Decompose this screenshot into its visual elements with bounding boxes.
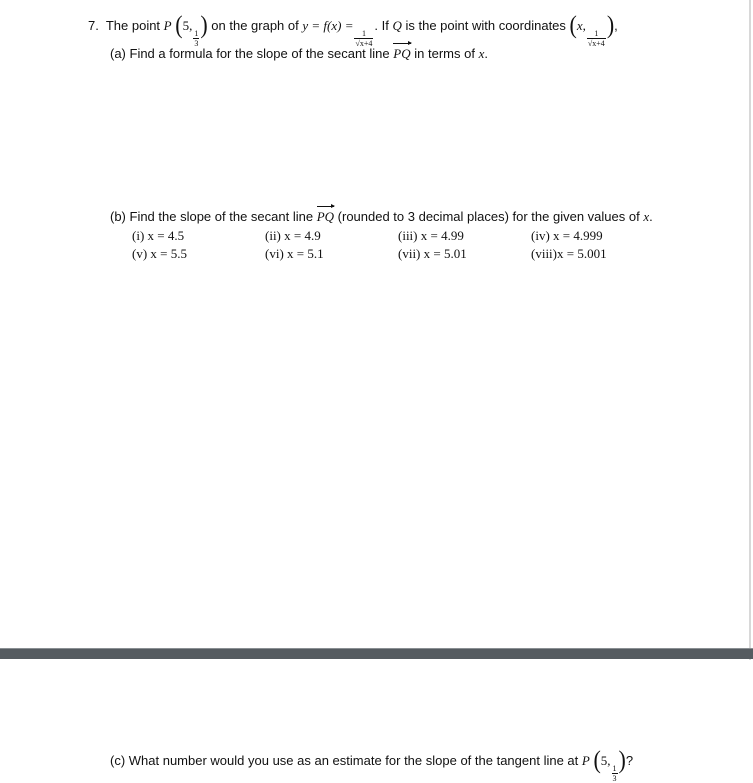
part-c-paren-open: ( [593, 745, 601, 774]
value-item: (v) x = 5.5 [132, 246, 187, 261]
part-c-label: (c) What number would you use as an estimate for the slope of the tangent line at [110, 753, 579, 768]
value-item: (ii) x = 4.9 [265, 228, 321, 243]
value-item: (vi) x = 5.1 [265, 246, 324, 261]
intro-text-b: on the graph of [211, 18, 299, 33]
one-third-fraction: $\frac{1}{3}$ [194, 29, 199, 48]
value-item: (i) x = 4.5 [132, 228, 185, 243]
part-c-paren-close: ) [618, 745, 626, 774]
part-a-end: . [484, 46, 488, 61]
part-a-var: x [478, 46, 485, 61]
paren-close: ) [200, 10, 208, 39]
intro-text-d: is the point with coordinates [405, 18, 566, 33]
part-b-suffix: (rounded to 3 decimal places) for the given values of [337, 209, 640, 224]
part-c-point-p: P [581, 753, 590, 768]
page-edge-rule [749, 0, 751, 660]
part-c [110, 745, 634, 783]
function-def: y = f(x) = [302, 18, 354, 33]
part-b-end: . [649, 209, 653, 224]
q-x: x, [576, 18, 586, 33]
part-b [110, 208, 653, 226]
secant-line-pq: PQ [393, 46, 411, 61]
value-item: (iii) x = 4.99 [398, 228, 464, 243]
problem-number: 7. [88, 18, 99, 33]
intro-text-c: . If [374, 18, 389, 33]
part-b-label: (b) Find the slope of the secant line [110, 209, 314, 224]
q-paren-close: ) [606, 10, 615, 39]
value-item: (viii)x = 5.001 [531, 246, 607, 261]
part-a [110, 45, 488, 63]
page-separator [0, 648, 753, 659]
value-item: (vii) x = 5.01 [398, 246, 467, 261]
q-paren-open: ( [569, 10, 577, 39]
function-fraction: $\frac{1}{√x+4}$ [355, 29, 373, 48]
point-p-label: P [163, 18, 172, 33]
problem-statement [88, 10, 618, 48]
part-a-suffix: in terms of [414, 46, 475, 61]
paren-open: ( [175, 10, 183, 39]
value-item: (iv) x = 4.999 [531, 228, 603, 243]
intro-text-a: The point [105, 18, 161, 33]
point-x: 5, [182, 18, 193, 33]
point-q-label: Q [392, 18, 402, 33]
part-c-end: ? [625, 753, 634, 768]
part-b-var: x [643, 209, 650, 224]
part-c-x: 5, [600, 753, 611, 768]
part-a-label: (a) Find a formula for the slope of the secant line [110, 46, 390, 61]
trailing-comma: , [614, 18, 618, 33]
part-c-fraction: $\frac{1}{3}$ [612, 764, 617, 783]
q-y-fraction: $\frac{1}{√x+4}$ [587, 29, 605, 48]
secant-line-pq-b: PQ [316, 209, 335, 224]
